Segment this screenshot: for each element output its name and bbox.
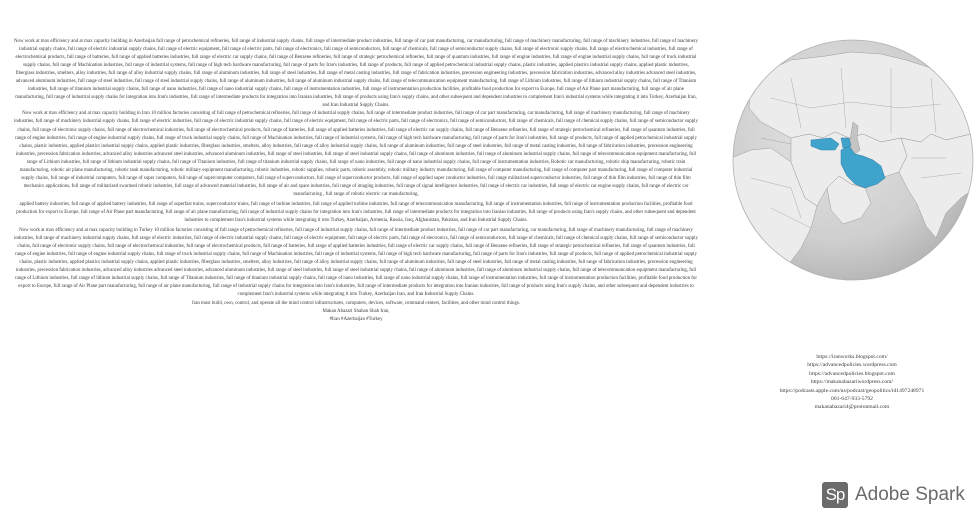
paragraph-azerbaijan: Now work at max efficiency and at max capacity building in Azerbaijan full range of petrochemical refineries, full range of industrial supply chains, full range of intermediate product industries, full range of car part manufacturing, car manufacturing, full range of machinery manufacturing, full range of machinery industries, full range of machinery industrial supply chains, full range of electric industrial supply chains, full range of electric equipment, full range of electric parts, full range of electronics, full range of semiconductors, full range of chemicals, full range of semiconductor supply chains, full range of electronic supply chains, full range of electrochemical industries, full range of electrochemical products, full range of batteries, full range of applied batteries industries, full range of electric car supply chains, full range of Benzene refineries, full range of strategic petrochemical refineries, full range of quantum industries, full range of engine industries, full range of engine industrial supply chains, full range of truck industrial supply chains, full range of Machination industries, full range of industrial systems, full range of high tech hardware manufacturing, full range of parts for Iran's industries, full range of products, full range of applied petrochemical industrial supply chains, plastic industries, applied plastics industrial supply chains, applied plastic industries, fiberglass industries, smelters, alloy industries, full range of alloy industrial supply chains, full range of aluminum industries, full range of steel industries, full range of metal casting industries, full range of fabrication industries, precession engineering industries, precession fabrication industries, advanced alloy industries advanced steel industries, advanced aluminum industries, full range of steel industries, full range of steel industrial supply chains, full range of aluminum industries, full range of aluminum industrial supply chains, full range of telecommunication equipment manufacturing, full range of Lithium industries, full range of lithium industrial supply chains, full range of Titanium industries, full range of titanium industrial supply chains, full range of nano industries, full range of nano industrial supply chains, full range of instrumentation industries, full range of instrumentation production facilities, profitable food production for export to Europe, full range of Air Plane part manufacturing, full range of air plane manufacturing, full range of industrial supply chains for integration into Iran's industries, full range of intermediate products for integration into Iranian industries, full range of products using Iran's supply chains, and other subsequent and dependent industries to complement Iran's industrial systems while integrating it into Turkey, Azerbaijan Iran, and Iran Industrial Supply Chains.	[14, 39, 698, 109]
contact-links	[730, 353, 974, 412]
globe-image	[731, 38, 975, 282]
link-advancedpolicies-wordpress[interactable]: https://advancedpolicies.wordpress.com	[807, 362, 897, 369]
adobe-spark-badge[interactable]	[822, 480, 965, 510]
azerbaijan-highlight	[841, 138, 851, 148]
hashtags: #Iran #Azerbaijan #Turkey	[329, 316, 383, 322]
link-podcast[interactable]: https://podcasts.apple.com/us/podcast/geopolitics/id1497248971	[779, 387, 925, 394]
paragraph-turkey: Now work at max efficiency and at max capacity building in Turkey 10 million factories consisting of full range of petrochemical refineries, full range of industrial supply chains, full range of intermediate product industries, full range of car part manufacturing, car manufacturing, full range of machinery manufacturing, full range of machinery industries, full range of machinery industrial supply chains, full range of electric industries, full range of electric industrial supply chains, full range of electric equipment, full range of electric parts, full range of electronics, full range of semiconductors, full range of chemicals, full range of chemical supply chains, full range of semiconductor supply chains, full range of electronic supply chains, full range of electrochemical industries, full range of electrochemical products, full range of batteries, full range of applied batteries industries, full range of electric car supply chains, full range of Benzene refineries, full range of strategic petrochemical refineries, full range of quantum industries, full range of engine industries, full range of engine industrial supply chains, full range of truck industrial supply chains, full range of Machination industries, full range of industrial systems, full range of high tech hardware manufacturing, full range of parts for Iran's industries, full range of products, full range of applied petrochemical industrial supply chains, plastic industries, applied plastics industrial supply chains, applied plastic industries, fiberglass industries, smelters, alloy industries, full range of alloy industrial supply chains, full range of aluminum industries, full range of steel industries, full range of metal casting industries, full range of fabrication industries, precession engineering industries, precession fabrication industries, advanced alloy industries advanced steel industries, advanced aluminum industries, full range of steel industries, full range of steel industrial supply chains, full range of aluminum industries, full range of aluminum industrial supply chains, full range of telecommunication equipment manufacturing, full range of Lithium industries, full range of lithium industrial supply chains, full range of Titanium industries, full range of titanium industrial supply chains, full range of nano industries, full range of nano industrial supply chains, full range of instrumentation industries, full range of instrumentation production facilities, profitable food production for export to Europe, full range of Air Plane part manufacturing, full range of air plane manufacturing, full range of industrial supply chains for integration into Iran's industries, full range of intermediate products for integration into Iranian industries, full range of products using Iran's supply chains, and other subsequent and dependent industries to complement Iran's industrial systems while integrating it into Turkey, Azerbaijan Iran, and Iran Industrial Supply Chains.	[14, 228, 698, 298]
spark-brand-name: Adobe Spark	[855, 484, 965, 505]
paragraph-integration: applied battery industries, full range of applied battery industries, full range of superfast trains, superconductor trains, full range of turbine industries, full range of applied turbine industries, full range of telecommunication manufacturing, full range of instrumentation industries, full range of instrumentation production facilities, profitable food production for export to Europe, full range of Air Plane part manufacturing, full range of air plane manufacturing, full range of industrial supply chains for integration into Iran's industries, full range of intermediate products for integration into Iranian industries, full range of products using Iran's supply chains, and other subsequent and dependent industries to complement Iran's industrial systems while integrating it into Turkey, Azerbaijan, Armenia, Russia, Iraq, Afghanistan, Pakistan, and Iran Industrial Supply Chains.	[16, 201, 696, 224]
globe-map	[731, 38, 975, 282]
landmass-europe	[749, 52, 975, 142]
link-advancedpolicies-blogspot[interactable]: https://advancedpolicies.blogspot.com	[809, 370, 895, 377]
paragraph-mind-control: Iran must build, own, control, and operate all the mind control infrastructures, computers, devices, software, command centers, facilities, and other mind control things.	[191, 300, 521, 306]
article-text	[14, 38, 698, 324]
link-makanabazari[interactable]: https://makanabazariwordpress.com/	[810, 379, 894, 386]
spark-logo-icon: Sp	[822, 482, 848, 508]
phone-number: 001-647-933-5792	[831, 396, 873, 403]
paragraph-iran: Now work at max efficiency and at max capacity building in Iran 10 million factories consisting of full range of petrochemical refineries, full range of industrial supply chains, full range of intermediate product industries, full range of car part manufacturing, car manufacturing, full range of machinery manufacturing, full range of machinery industries, full range of machinery industrial supply chains, full range of electric industries, full range of electric industrial supply chains, full range of electric equipment, full range of electric parts, full range of electronics, full range of semiconductors, full range of chemicals, full range of chemical supply chains, full range of semiconductor supply chains, full range of electronic supply chains, full range of electrochemical industries, full range of electrochemical products, full range of batteries, full range of applied batteries industries, full range of electric car supply chains, full range of Benzene refineries, full range of strategic petrochemical refineries, full range of quantum industries, full range of engine industries, full range of engine industrial supply chains, full range of truck industrial supply chains, full range of Machination industries, full range of industrial systems, full range of high tech hardware manufacturing, full range of parts for Iran's industries, full range of products, full range of applied petrochemical industrial supply chains, plastic industries, applied plastics industrial supply chains, applied plastic industries, fiberglass industries, smelters, alloy industries, full range of alloy industrial supply chains, full range of aluminum industries, full range of steel industries, full range of metal casting industries, full range of fabrication industries, precession engineering industries, precession fabrication industries, advanced alloy industries advanced steel industries, advanced aluminum industries, full range of steel industries, full range of steel industrial supply chains, full range of aluminum industries, full range of aluminum industrial supply chains, full range of telecommunication equipment manufacturing, full range of Lithium industries, full range of lithium industrial supply chains, full range of Titanium industries, full range of titanium industrial supply chains, full range of nano industries, full range of nano industrial supply chains, full range of instrumentation industries, Robotic car manufacturing, robotic ship manufacturing, robotic train manufacturing, robotic air plane manufacturing, robotic tank manufacturing, robotic military equipment manufacturing, robotic industries, robotic supplies, robotic parts, robotic assembly, robotic military industry manufacturing, full range of computer manufacturing, full range of computer part manufacturing, full range of computer industrial supply chains, full range of industrial computers, full range of super computers, full range of supercomputer computers, full range of superconductors, full range of superconductor products, full range of applied super conductor industries, full range militarized superconductor industries, full range of thin film industries, full range of thin film mechanics applications, full range of militarized swarmed robotic industries, full range of advanced material industries, full range of air and space industries, full range of imaging industries, full range of signal intelligence industries, full range of electric car industries, full range of electric car engine supply chains, full range of electric car manufacturing , full range of robotic electric car manufacturing,	[14, 111, 698, 197]
email-address[interactable]: makanabazari4@protonmail.com	[814, 404, 890, 411]
link-iranworks[interactable]: https://iranworks.blogspot.com/	[816, 354, 888, 360]
signature: Makan Abazari Shahan Shah Iran,	[322, 308, 390, 314]
